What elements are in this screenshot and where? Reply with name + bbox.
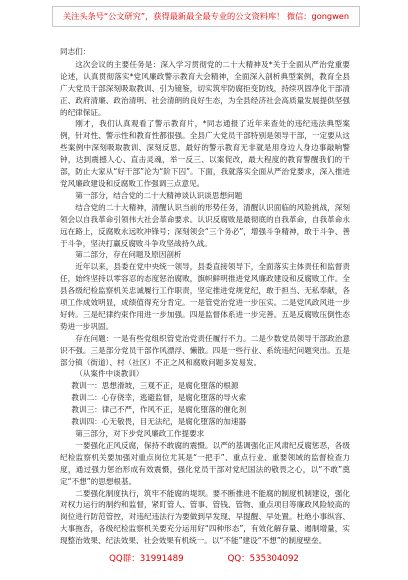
footer-qq-group: QQ群：31991489 xyxy=(109,554,184,564)
lessons-heading: （从案件中谈教训） xyxy=(75,369,144,379)
paragraph-problems: 存在问题：一是有些党组织管党治党责任履行不力。二是少数党员领导干部政治意识不强。三是部分党员干部作风漂浮、懒散。四是一些行业、系统违纪问题突出。五是部分镇（街道）、村（社区）不正之风和腐败问题多发易发。 xyxy=(60,333,350,367)
lesson-item: 教训二：心存侥幸，逃避监督，是腐化堕落的导火索 xyxy=(71,393,247,403)
paragraph-requirement-2: 二要强化制度执行，筑牢不能腐的堤坝。要不断推进不能腐的制度机制建设，强化对权力运行的制约和监督，紧盯管人、管事、管钱、管物、重点项目等廉政风险较高的岗位进行防范管控，对违纪违法行为要做到早发现、早提醒、早处置。杜绝小事纵容、大事拖沓，各级纪检监察机关要充分运用好“四种形态”，有效化解存量、遏制增量，实现整治效果、纪法效果、社会效果有机统一。以“不能”建设“不想”的制度壁垒。 xyxy=(60,488,350,546)
paragraph-section-1: 结合党的二十大精神，清醒认识当前的形势任务，清醒认识面临的风险挑战，深刻领会以自我革命引领伟大社会革命要求。认识反腐败是最彻底的自我革命，自我革命永远在路上，反腐败永远吹冲锋号；深刻领会“三个务必”，增强斗争精神，敢于斗争、善于斗争，坚决打赢反腐败斗争攻坚战持久战。 xyxy=(60,202,350,248)
lesson-item: 教训四：心无敬畏，目无法纪，是腐化堕落的加速器 xyxy=(71,417,247,427)
lesson-item: 教训一：思想滑坡，三观不正，是腐化堕落的根源 xyxy=(71,381,239,391)
paragraph-requirement-1: 一要强化正风反腐，保持不敢腐的震慑。以严的基调强化正风肃纪反腐惩恶，各级纪检监察机关要加强对重点岗位尤其是“一把手”、重点行业、重要领域的监督检查力度，通过强力惩治形成有效震慑，强化党员干部对党纪国法的敬畏之心，以“不敢”奠定“不想”的思想根基。 xyxy=(60,440,350,486)
footer-contacts xyxy=(0,551,408,567)
section-heading-1: 第一部分，结合党的二十大精神谈认识谈思想问题 xyxy=(75,190,243,200)
section-heading-3: 第三部分，对下步党风廉政工作提要求 xyxy=(75,429,205,438)
paragraph-achievements: 近年以来，县委在党中央统一领导，县委直接领导下，全面落实主体责任和监督责任，始终坚持以零容忍的态度惩治腐败，旗帜鲜明推进党风廉政建设和反腐败工作。全县各级纪检监察机关忠诚履行工作职责，坚定推进党规党纪，敢于担当、无私奉献，各项工作成效明显，成绩值得充分肯定。一是管党治党进一步压实。二是党风政风进一步好转。三是纪律约束作用进一步加强。四是监督体系进一步完善。五是反腐败压倒性态势进一步巩固。 xyxy=(60,262,350,331)
salutation: 同志们： xyxy=(60,47,91,56)
document-body xyxy=(60,36,350,547)
section-heading-2: 第二部分，存在问题及原因剖析 xyxy=(75,250,182,260)
lesson-item: 教训三：律己不严，作风不正，是腐化堕落的催化剂 xyxy=(71,405,247,415)
top-banner: 关注头条号“公文研究”，获得最新最全最专业的公文资料库！ 微信：gongwen xyxy=(52,6,360,27)
paragraph-case-review: 刚才，我们认真观看了警示教育片，*同志通报了近年来查处的违纪违法典型案例，针对性、警示性和教育性都很强。全县广大党员干部特别是领导干部，一定要从这些案例中深刻吸取教训、深刻反思。最好的警示教育无非就是用身边人身边事敲响警钟，达到震撼人心、直击灵魂，举一反三、以案促改，最大程度的教育警醒我们的干部，防止大家从“好干部”沦为“阶下囚”。下面，我就落实全面从严治党要求，深入推进党风廉政建设和反腐败工作强调三点意见。 xyxy=(60,119,350,188)
footer-qq: QQ：535304092 xyxy=(227,554,299,564)
paragraph-intro: 这次会议的主要任务是：深入学习贯彻党的二十大精神及*关于全面从严治党重要论述，认真贯彻落实*党风廉政警示教育大会精神，全面深入剖析典型案例，教育全县广大党员干部深刻吸取教训、引为镜鉴，切实筑牢防腐拒变防线，持续巩固净化干部清正、政府清廉、政治清明、社会清朗的良好生态，为全县经济社会高质量发展提供坚强的纪律保证。 xyxy=(60,59,350,117)
